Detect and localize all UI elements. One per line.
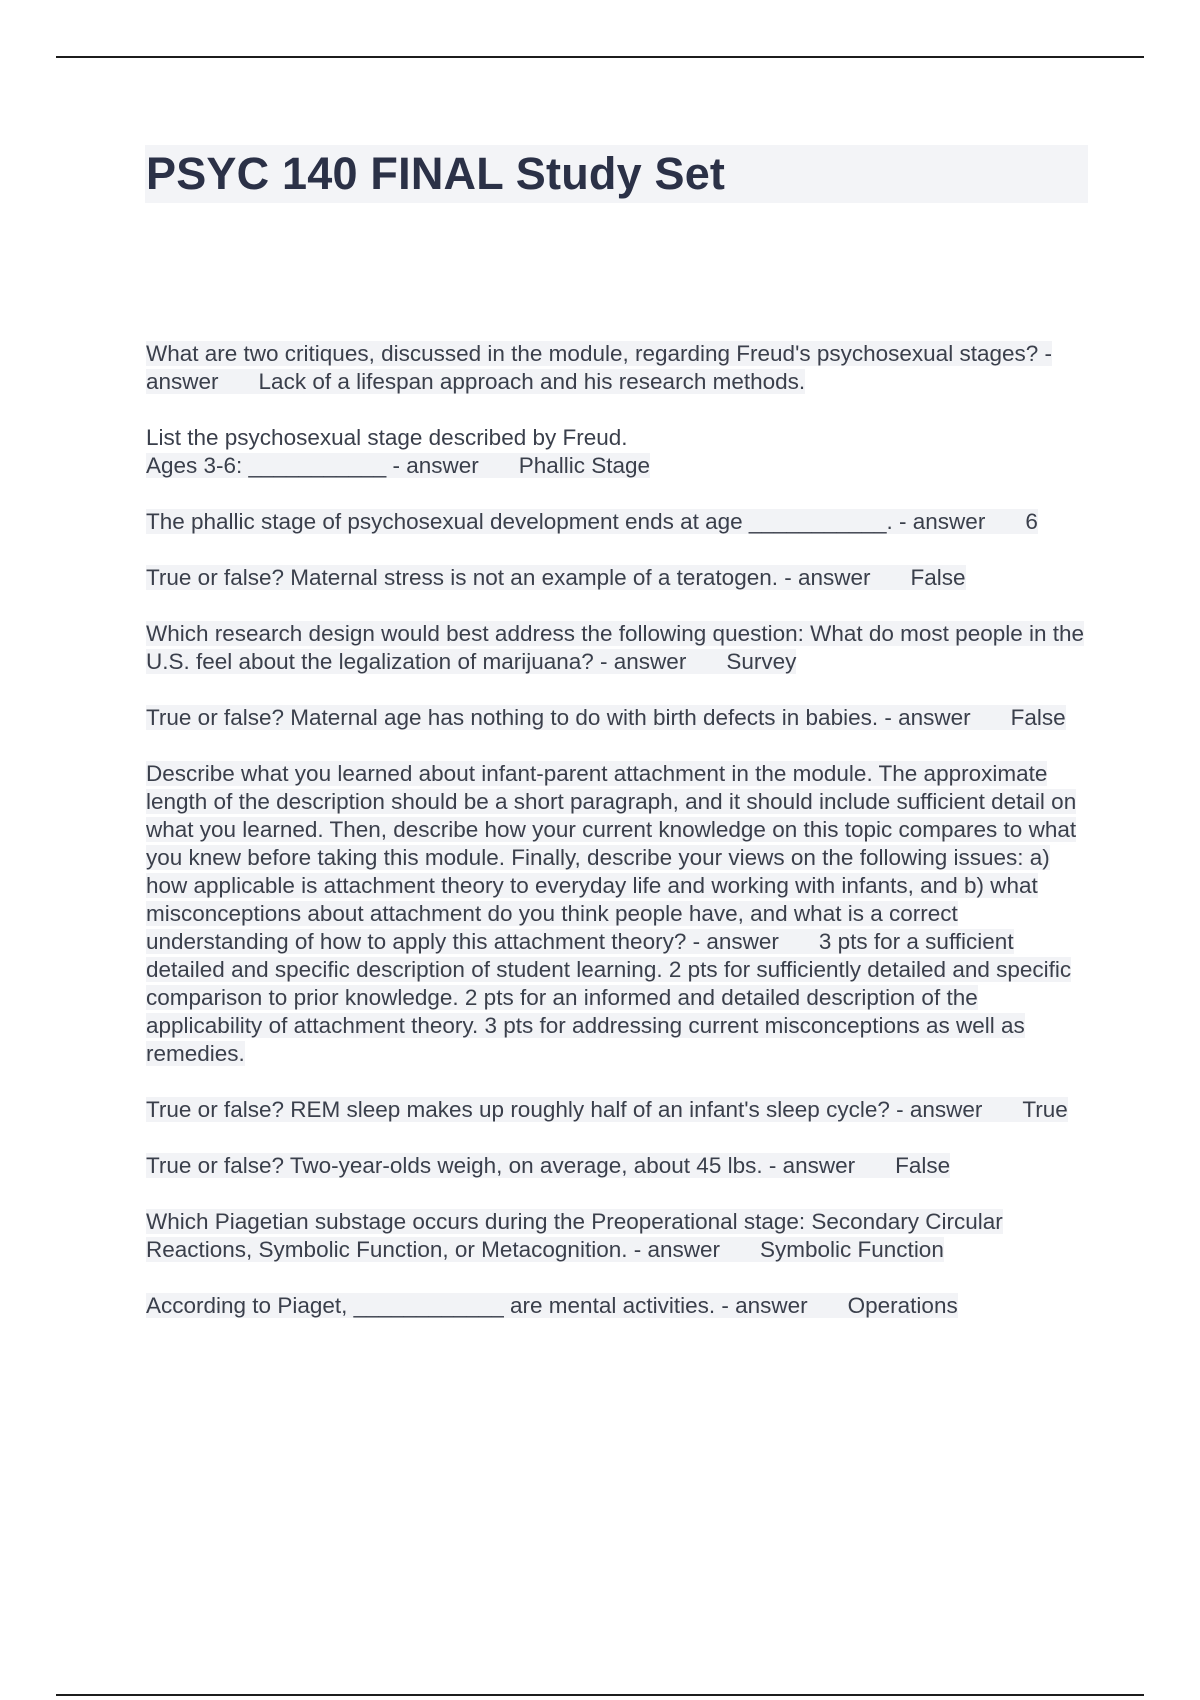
bottom-divider bbox=[56, 1694, 1144, 1696]
page-title: PSYC 140 FINAL Study Set bbox=[146, 148, 726, 199]
qa-item bbox=[146, 424, 1096, 480]
answer-text: False bbox=[895, 1153, 951, 1178]
qa-item bbox=[146, 564, 1096, 592]
qa-item bbox=[146, 760, 1096, 1068]
question-text: According to Piaget, ____________ are mental activities. - answer bbox=[146, 1293, 808, 1318]
qa-item bbox=[146, 1292, 1096, 1320]
qa-item bbox=[146, 1152, 1096, 1180]
qa-item bbox=[146, 704, 1096, 732]
answer-text: 3 pts for a sufficient detailed and specific description of student learning. 2 pts for sufficiently detailed and specific comparison to prior knowledge. 2 pts for an informed and detailed description of the applicability of attachment theory. 3 pts for addressing current misconceptions as well as remedies. bbox=[146, 929, 1072, 1066]
qa-item bbox=[146, 340, 1096, 396]
answer-text: Symbolic Function bbox=[760, 1237, 944, 1262]
answer-text: False bbox=[1010, 705, 1066, 730]
top-divider bbox=[56, 56, 1144, 58]
qa-item bbox=[146, 1096, 1096, 1124]
qa-list bbox=[146, 340, 1096, 1348]
question-text: True or false? Maternal age has nothing to do with birth defects in babies. - answer bbox=[146, 705, 971, 730]
answer-text: False bbox=[910, 565, 966, 590]
question-text: True or false? REM sleep makes up roughly half of an infant's sleep cycle? - answer bbox=[146, 1097, 983, 1122]
answer-text: Operations bbox=[847, 1293, 958, 1318]
qa-item bbox=[146, 508, 1096, 536]
question-text: True or false? Maternal stress is not an example of a teratogen. - answer bbox=[146, 565, 871, 590]
question-text: Describe what you learned about infant-parent attachment in the module. The approximate length of the description should be a short paragraph, and it should include sufficient detail on what you learned. Then, describe how your current knowledge on this topic compares to what you knew before taking this module. Finally, describe your views on the following issues: a) how applicable is attachment theory to everyday life and working with infants, and b) what misconceptions about attachment do you think people have, and what is a correct understanding of how to apply this attachment theory? - answer bbox=[146, 761, 1077, 954]
question-text: The phallic stage of psychosexual development ends at age ___________. - answer bbox=[146, 509, 986, 534]
answer-text: Phallic Stage bbox=[518, 453, 651, 478]
answer-text: True bbox=[1022, 1097, 1068, 1122]
answer-text: Lack of a lifespan approach and his research methods. bbox=[258, 369, 806, 394]
answer-text: Survey bbox=[726, 649, 797, 674]
question-text: Ages 3-6: ___________ - answer bbox=[146, 453, 479, 478]
question-text: Which research design would best address the following question: What do most people in the U.S. feel about the legalization of marijuana? - answer bbox=[146, 621, 1085, 674]
qa-item bbox=[146, 620, 1096, 676]
question-text: Which Piagetian substage occurs during the Preoperational stage: Secondary Circular Reactions, Symbolic Function, or Metacognition. - answer bbox=[146, 1209, 1003, 1262]
question-text: True or false? Two-year-olds weigh, on average, about 45 lbs. - answer bbox=[146, 1153, 856, 1178]
answer-text: 6 bbox=[1025, 509, 1038, 534]
question-text: List the psychosexual stage described by Freud. bbox=[146, 425, 628, 450]
qa-item bbox=[146, 1208, 1096, 1264]
question-text: What are two critiques, discussed in the module, regarding Freud's psychosexual stages? - answer bbox=[146, 341, 1052, 394]
